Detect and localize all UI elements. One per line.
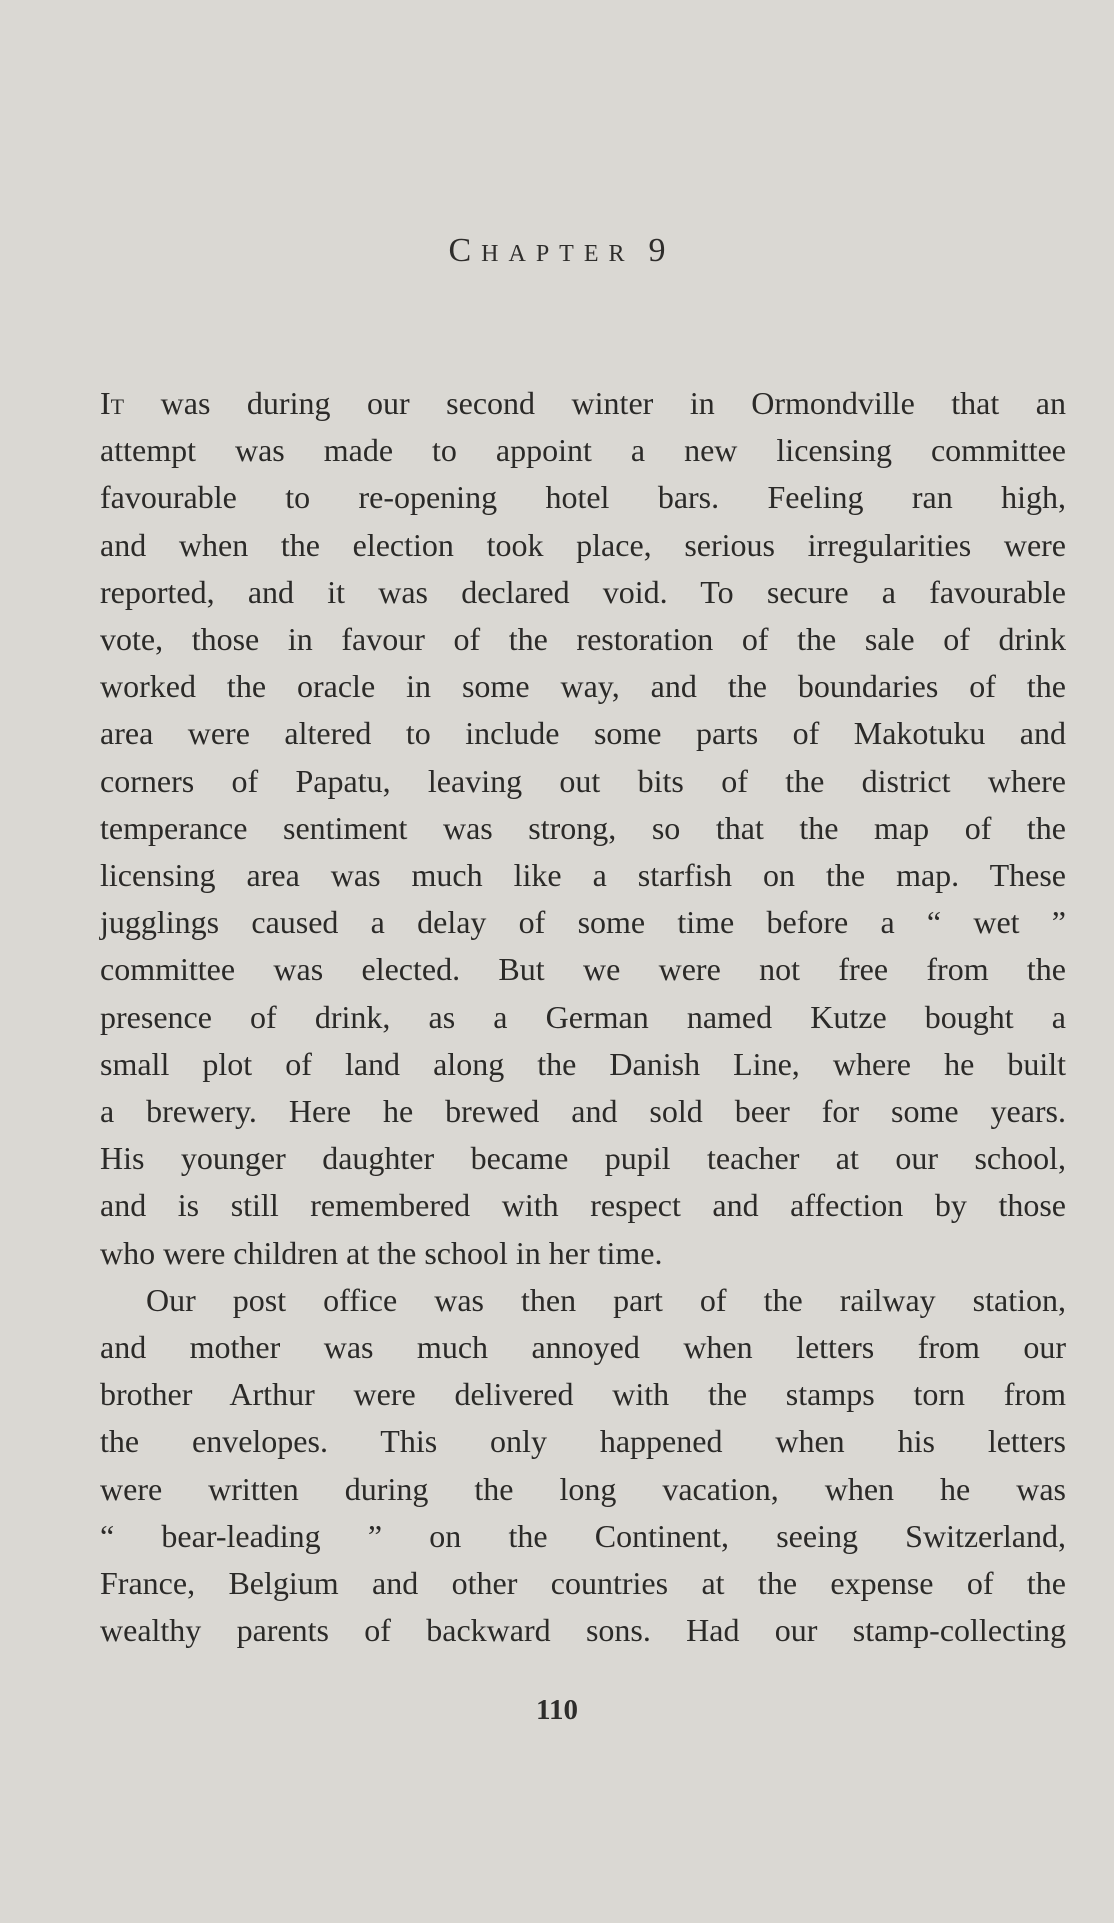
text-line: jugglings caused a delay of some time before a “ wet ” bbox=[100, 904, 1066, 941]
text-line: temperance sentiment was strong, so that the map of the bbox=[100, 809, 1066, 846]
chapter-number: 9 bbox=[648, 232, 666, 269]
text-line: licensing area was much like a starfish on the map. These bbox=[100, 857, 1066, 894]
text-line: presence of drink, as a German named Kutze bought a bbox=[100, 998, 1066, 1035]
paragraph-lead: It bbox=[100, 385, 125, 421]
text-line: and is still remembered with respect and affection by those bbox=[100, 1187, 1066, 1224]
text-line: who were children at the school in her time. bbox=[100, 1234, 663, 1271]
paragraph-1 bbox=[100, 380, 1066, 1277]
chapter-label: Chapter bbox=[448, 232, 635, 269]
text-line: vote, those in favour of the restoration of the sale of drink bbox=[100, 621, 1066, 658]
text-line: committee was elected. But we were not free from the bbox=[100, 951, 1066, 988]
text-line: corners of Papatu, leaving out bits of the district where bbox=[100, 762, 1066, 799]
text-line: reported, and it was declared void. To secure a favourable bbox=[100, 573, 1066, 610]
text-line: area were altered to include some parts of Makotuku and bbox=[100, 715, 1066, 752]
text-line: the envelopes. This only happened when his letters bbox=[100, 1423, 1066, 1460]
page-number: 110 bbox=[536, 1694, 578, 1726]
text-line: It was during our second winter in Ormondville that an bbox=[100, 385, 1066, 421]
text-line: and when the election took place, serious irregularities were bbox=[100, 526, 1066, 563]
body-text bbox=[100, 380, 1066, 1654]
text-line: attempt was made to appoint a new licensing committee bbox=[100, 432, 1066, 469]
text-line: worked the oracle in some way, and the boundaries of the bbox=[100, 668, 1066, 705]
text-line: Our post office was then part of the railway station, bbox=[146, 1281, 1066, 1318]
text-line: His younger daughter became pupil teacher at our school, bbox=[100, 1140, 1066, 1177]
chapter-heading bbox=[0, 232, 1114, 270]
text-line: France, Belgium and other countries at the expense of the bbox=[100, 1565, 1066, 1602]
text-line: wealthy parents of backward sons. Had our stamp-collecting bbox=[100, 1612, 1066, 1649]
text-line: brother Arthur were delivered with the stamps torn from bbox=[100, 1376, 1066, 1413]
text-line: were written during the long vacation, when he was bbox=[100, 1470, 1066, 1507]
text-line: favourable to re-opening hotel bars. Feeling ran high, bbox=[100, 479, 1066, 516]
text-line: small plot of land along the Danish Line, where he built bbox=[100, 1045, 1066, 1082]
text-line: “ bear-leading ” on the Continent, seeing Switzerland, bbox=[100, 1517, 1066, 1554]
text-line: and mother was much annoyed when letters from our bbox=[100, 1329, 1066, 1366]
text-line: a brewery. Here he brewed and sold beer for some years. bbox=[100, 1093, 1066, 1130]
paragraph-2 bbox=[100, 1277, 1066, 1655]
